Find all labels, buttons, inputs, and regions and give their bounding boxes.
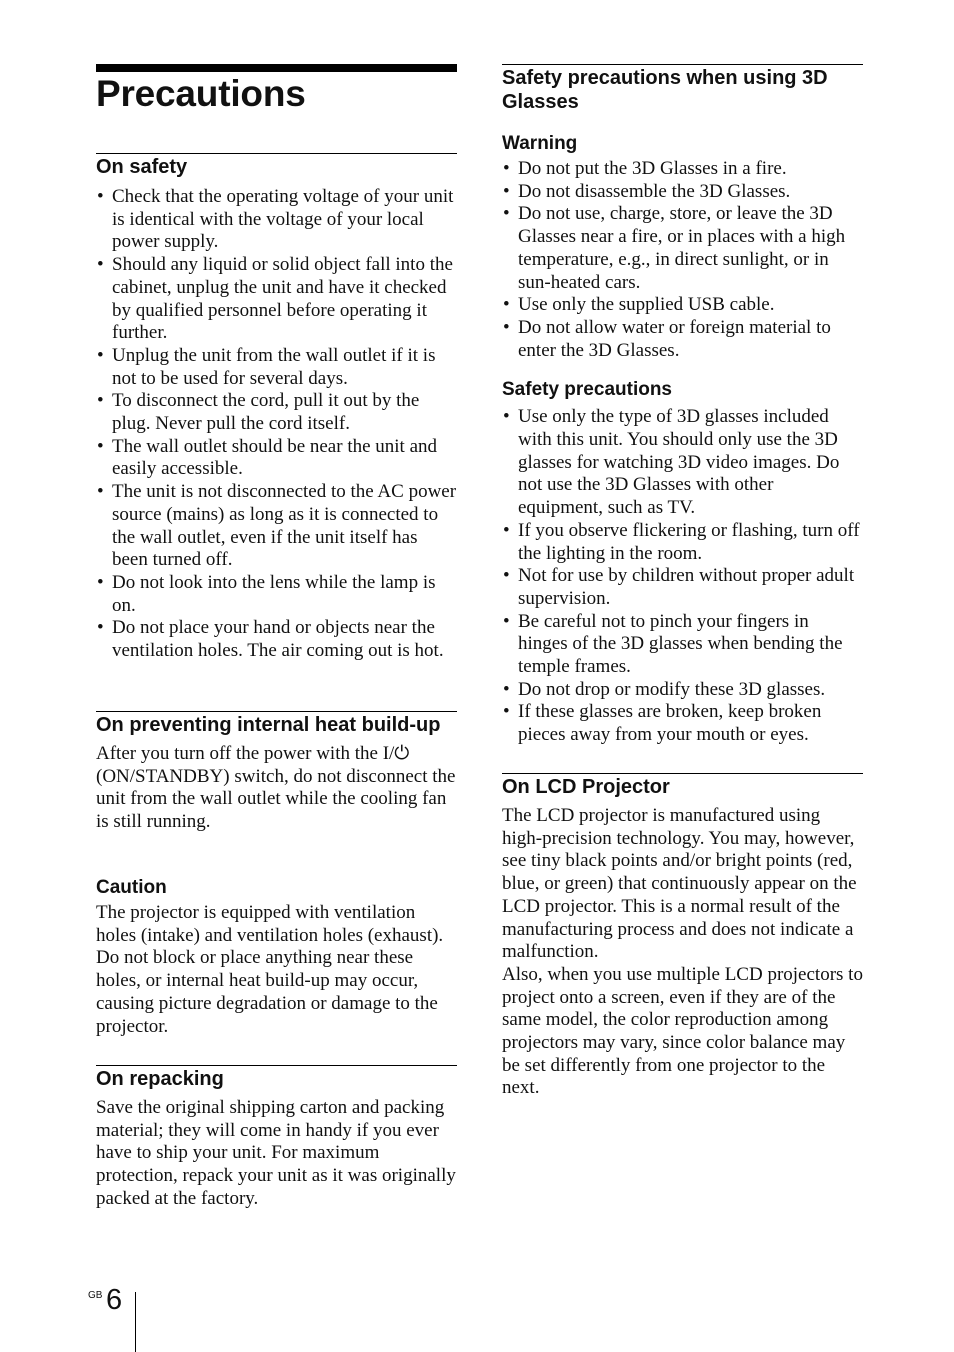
list-item: • If you observe flickering or flashing, turn off the lighting in the room. <box>502 520 863 565</box>
list-item: • Be careful not to pinch your fingers in hinges of the 3D glasses when bending the temple frames. <box>502 611 863 679</box>
list-item: • The wall outlet should be near the unit and easily accessible. <box>96 436 457 481</box>
list-item: • Do not disassemble the 3D Glasses. <box>502 181 863 204</box>
list-item: • Check that the operating voltage of your unit is identical with the voltage of your local power supply. <box>96 186 457 254</box>
list-item: • The unit is not disconnected to the AC power source (mains) as long as it is connected to the wall outlet, even if the unit itself has been turned off. <box>96 481 457 572</box>
lcd-body: The LCD projector is manufactured using high-precision technology. You may, however, see tiny black points and/or bright points (red, blue, or green) that continuously appear on the LCD projector. This is a normal result of the manufacturing process and does not indicate a malfunction. <box>502 805 857 963</box>
list-item: • Should any liquid or solid object fall into the cabinet, unplug the unit and have it checked by qualified personnel before operating it further. <box>96 254 457 345</box>
lcd-body-2: Also, when you use multiple LCD projectors to project onto a screen, even if they are of the same model, the color reproduction among projectors may vary, since color balance may be set differently from one projector to the next. <box>502 963 863 1099</box>
heat-body-end: (ON/STANDBY) switch, do not disconnect the unit from the wall outlet while the cooling fan is still running. <box>96 765 456 833</box>
list-item: • Do not allow water or foreign material to enter the 3D Glasses. <box>502 317 863 362</box>
lcd-heading: On LCD Projector <box>502 776 670 798</box>
warning-heading: Warning <box>502 133 578 154</box>
heat-body <box>96 743 457 834</box>
caution-section <box>96 876 457 1038</box>
list-item: • Unplug the unit from the wall outlet if it is not to be used for several days. <box>96 345 457 390</box>
caution-body: The projector is equipped with ventilation holes (intake) and ventilation holes (exhaust). Do not block or place anything near these holes, or internal heat build-up may occur, causing picture degradation or damage to the projector. <box>96 902 444 1037</box>
caution-heading: Caution <box>96 877 167 898</box>
safety-precautions-heading: Safety precautions <box>502 379 672 401</box>
on-safety-heading: On safety <box>96 156 188 178</box>
lcd-section <box>502 773 863 1100</box>
repacking-heading: On repacking <box>96 1068 224 1090</box>
list-item: • If these glasses are broken, keep broken pieces away from your mouth or eyes. <box>502 701 863 746</box>
page-title: Precautions <box>96 73 306 114</box>
power-symbol: I/⏻ <box>382 743 410 764</box>
list-item: • Do not place your hand or objects near the ventilation holes. The air coming out is hot. <box>96 617 457 662</box>
heat-body-start: After you turn off the power with the <box>96 743 383 764</box>
list-item: • To disconnect the cord, pull it out by the plug. Never pull the cord itself. <box>96 390 457 435</box>
heat-section <box>96 711 457 834</box>
list-item: • Use only the type of 3D glasses included with this unit. You should only use the 3D glasses for watching 3D video images. Do not use the 3D Glasses with other equipment, such as TV. <box>502 406 863 520</box>
page-number: 6 <box>106 1284 123 1316</box>
on-safety-list <box>96 186 457 663</box>
list-item: • Not for use by children without proper adult supervision. <box>502 565 863 610</box>
glasses-section <box>502 64 863 747</box>
safety-precautions-list <box>502 406 863 747</box>
warning-list <box>502 158 863 362</box>
list-item: • Do not put the 3D Glasses in a fire. <box>502 158 863 181</box>
region-code: GB <box>88 1290 103 1301</box>
list-item: • Do not use, charge, store, or leave the 3D Glasses near a fire, or in places with a high temperature, e.g., in direct sunlight, or in sun-heated cars. <box>502 203 863 294</box>
repacking-body: Save the original shipping carton and packing material; they will come in handy if you ever have to ship your unit. For maximum protection, repack your unit as it was originally packed at the factory. <box>96 1097 456 1209</box>
footer-divider <box>135 1292 136 1352</box>
glasses-heading: Safety precautions when using 3D Glasses <box>502 67 828 113</box>
repacking-section <box>96 1065 457 1211</box>
list-item: • Do not drop or modify these 3D glasses. <box>502 679 863 702</box>
list-item: • Use only the supplied USB cable. <box>502 294 863 317</box>
heat-heading: On preventing internal heat build-up <box>96 714 441 736</box>
list-item: • Do not look into the lens while the lamp is on. <box>96 572 457 617</box>
on-safety-section <box>96 153 457 663</box>
